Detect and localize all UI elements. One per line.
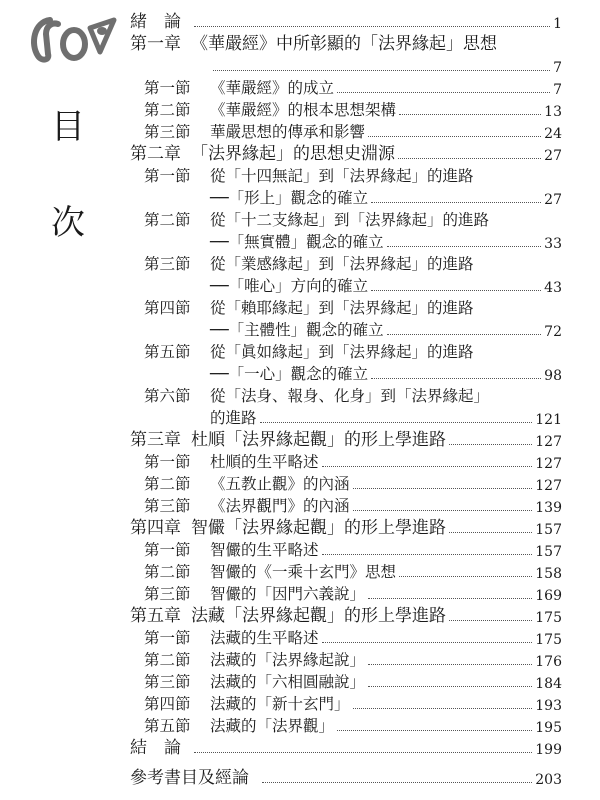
toc-entry-title: 法藏的「六相圓融說」: [210, 673, 366, 691]
toc-dot-leader: [194, 751, 532, 753]
toc-entry-number: 第一章: [130, 34, 181, 54]
toc-entry-chapter: [130, 604, 562, 626]
toc-dot-leader: [371, 289, 541, 291]
toc-entry-number: 第二節: [144, 651, 191, 669]
toc-page-number: 27: [544, 148, 562, 164]
toc-entry-label: [130, 139, 395, 164]
toc-entry-label: [210, 230, 384, 252]
toc-entry-number: 結 論: [130, 738, 181, 758]
toc-entry-number: 第一節: [144, 541, 191, 559]
toc-entry-cont: [130, 54, 562, 76]
toc-entry-number: 第三節: [144, 255, 191, 273]
toc-entry-title: 《華嚴經》中所彰顯的「法界緣起」思想: [191, 34, 497, 54]
toc-entry-number: 第二節: [144, 101, 191, 119]
toc-page-number: 176: [535, 654, 562, 670]
toc-dot-leader: [353, 487, 533, 489]
toc-page-number: 7: [553, 82, 562, 98]
toc-page-number: 33: [544, 236, 562, 252]
toc-entry-chapter: [130, 32, 562, 54]
toc-entry-number: 第一節: [144, 453, 191, 471]
toc-page-number: 121: [535, 412, 562, 428]
toc-entry-label: [210, 274, 368, 296]
toc-entry-section: [130, 252, 562, 274]
toc-entry-cont: [130, 186, 562, 208]
toc-entry-number: 第一節: [144, 629, 191, 647]
toc-entry-number: 第五節: [144, 717, 191, 735]
toc-page-number: 203: [535, 772, 562, 788]
toc-entry-number: 第五節: [144, 343, 191, 361]
toc-entry-number: 第一節: [144, 167, 191, 185]
toc-entry-title: 法藏的生平略述: [210, 629, 319, 647]
toc-dot-leader: [337, 729, 532, 731]
toc-entry-section: [130, 560, 562, 582]
toc-entry-label: [144, 538, 319, 560]
toc-dot-leader: [371, 201, 541, 203]
toc-entry-section: [130, 208, 562, 230]
toc-entry-number: 第六節: [144, 387, 191, 405]
toc-entry-label: [144, 340, 474, 362]
toc-entry-label: [144, 296, 474, 318]
toc-page-number: 7: [553, 60, 562, 76]
toc-entry-label: [210, 362, 368, 384]
toc-entry-section: [130, 648, 562, 670]
toc-entry-number: 第二節: [144, 563, 191, 581]
toc-entry-number: 第三節: [144, 497, 191, 515]
toc-entry-chapter: [130, 428, 562, 450]
toc-heading-char-2: 次: [51, 203, 85, 243]
toc-entry-number: 第二節: [144, 475, 191, 493]
toc-entry-title: 法藏「法界緣起觀」的形上學進路: [191, 606, 446, 626]
toc-entry-cont: [130, 318, 562, 340]
toc-entry-label: [144, 208, 489, 230]
toc-dot-leader: [398, 157, 541, 159]
toc-page-number: 169: [535, 588, 562, 604]
toc-entry-title: 「法界緣起」的思想史淵源: [191, 144, 395, 164]
toc-page-number: 175: [535, 632, 562, 648]
toc-dot-leader: [353, 509, 533, 511]
toc-entry-number: 緒 論: [130, 12, 181, 32]
toc-entry-title: 《五教止觀》的內涵: [210, 475, 350, 493]
toc-entry-title: ──「一心」觀念的確立: [210, 365, 369, 383]
toc-entry-label: [130, 513, 446, 538]
toc-page-number: 127: [535, 478, 562, 494]
toc-entry-section: [130, 384, 562, 406]
toc-entry-label: [144, 98, 396, 120]
toc-entry-title: 從「眞如緣起」到「法界緣起」的進路: [210, 343, 474, 361]
toc-entry-cont: [130, 362, 562, 384]
toc-entry-label: [210, 318, 384, 340]
toc-dot-leader: [322, 553, 533, 555]
toc-entry-number: 第五章: [130, 606, 181, 626]
toc-entry-label: [144, 252, 474, 274]
toc-entry-label: [144, 692, 350, 714]
toc-entry-title: ──「唯心」方向的確立: [210, 277, 369, 295]
toc-entry-title: 智儼的「因門六義說」: [210, 585, 366, 603]
toc-entry-label: [144, 76, 334, 98]
toc-entry-title: ──「無實體」觀念的確立: [210, 233, 384, 251]
toc-page-number: 1: [553, 16, 562, 32]
toc-entry-section: [130, 626, 562, 648]
toc-dot-leader: [368, 135, 541, 137]
toc-page-number: 98: [544, 368, 562, 384]
toc-dot-leader: [213, 69, 550, 71]
toc-entry-chapter: [130, 766, 562, 788]
toc-entry-number: 參考書目及經論: [130, 768, 249, 788]
toc-page-number: 127: [535, 456, 562, 472]
toc-entry-label: [144, 670, 365, 692]
toc-entry-section: [130, 164, 562, 186]
toc-page-number: 24: [544, 126, 562, 142]
toc-dot-leader: [449, 531, 532, 533]
toc-entry-title: 《法界觀門》的內涵: [210, 497, 350, 515]
toc-entry-number: 第四節: [144, 695, 191, 713]
toc-entry-title: 智儼「法界緣起觀」的形上學進路: [191, 518, 446, 538]
toc-entry-label: [130, 601, 446, 626]
toc-dot-leader: [322, 641, 533, 643]
toc-dot-leader: [322, 465, 533, 467]
toc-entry-section: [130, 538, 562, 560]
toc-page-number: 72: [544, 324, 562, 340]
toc-list: [130, 10, 562, 788]
toc-entry-label: [144, 384, 489, 406]
toc-entry-label: [210, 186, 368, 208]
toc-entry-label: [130, 29, 497, 54]
toc-heading: [48, 107, 88, 302]
toc-entry-title: 從「十二支緣起」到「法界緣起」的進路: [210, 211, 490, 229]
toc-entry-label: [144, 560, 396, 582]
toc-entry-title: ──「主體性」觀念的確立: [210, 321, 384, 339]
toc-entry-title: ──「形上」觀念的確立: [210, 189, 369, 207]
toc-page-number: 195: [535, 720, 562, 736]
toc-dot-leader: [353, 707, 533, 709]
toc-dot-leader: [449, 619, 532, 621]
toc-heading-char-1: 目: [51, 107, 85, 147]
toc-entry-title: 智儼的《一乘十玄門》思想: [210, 563, 397, 581]
toc-entry-chapter: [130, 736, 562, 758]
toc-dot-leader: [449, 443, 532, 445]
toc-entry-title: 智儼的生平略述: [210, 541, 319, 559]
toc-entry-number: 第三節: [144, 673, 191, 691]
toc-entry-section: [130, 670, 562, 692]
toc-entry-number: 第四節: [144, 299, 191, 317]
toc-dot-leader: [368, 685, 532, 687]
toc-dot-leader: [371, 377, 541, 379]
toc-entry-title: 法藏的「新十玄門」: [210, 695, 350, 713]
toc-entry-section: [130, 714, 562, 736]
toc-entry-title: 從「法身、報身、化身」到「法界緣起」: [210, 387, 490, 405]
toc-entry-section: [130, 98, 562, 120]
toc-entry-number: 第三節: [144, 123, 191, 141]
toc-entry-title: 《華嚴經》的根本思想架構: [210, 101, 397, 119]
toc-entry-title: 法藏的「法界緣起說」: [210, 651, 366, 669]
toc-dot-leader: [337, 91, 550, 93]
toc-entry-label: [144, 164, 474, 186]
toc-dot-leader: [387, 333, 542, 335]
toc-entry-title: 從「賴耶緣起」到「法界緣起」的進路: [210, 299, 474, 317]
toc-entry-title: 杜順「法界緣起觀」的形上學進路: [191, 430, 446, 450]
toc-entry-title: 《華嚴經》的成立: [210, 79, 335, 97]
toc-page-number: 13: [544, 104, 562, 120]
toc-entry-title: 法藏的「法界觀」: [210, 717, 335, 735]
toc-entry-label: [144, 472, 350, 494]
toc-entry-number: 第三節: [144, 585, 191, 603]
toc-entry-cont: [130, 230, 562, 252]
publisher-logo-icon: [28, 14, 118, 66]
toc-entry-title: 杜順的生平略述: [210, 453, 319, 471]
toc-entry-cont: [130, 274, 562, 296]
toc-dot-leader: [399, 575, 532, 577]
toc-entry-section: [130, 296, 562, 318]
toc-page-number: 27: [544, 192, 562, 208]
toc-entry-title: 從「十四無記」到「法界緣起」的進路: [210, 167, 474, 185]
toc-entry-section: [130, 472, 562, 494]
toc-entry-section: [130, 340, 562, 362]
toc-page-number: 158: [535, 566, 562, 582]
toc-entry-section: [130, 76, 562, 98]
toc-dot-leader: [399, 113, 541, 115]
toc-dot-leader: [387, 245, 542, 247]
toc-dot-leader: [368, 597, 532, 599]
toc-dot-leader: [194, 25, 550, 27]
toc-entry-title: 的進路: [210, 409, 257, 427]
toc-entry-chapter: [130, 516, 562, 538]
toc-dot-leader: [368, 663, 532, 665]
toc-entry-section: [130, 692, 562, 714]
toc-entry-label: [144, 648, 365, 670]
toc-entry-number: 第四章: [130, 518, 181, 538]
toc-entry-label: [130, 763, 259, 788]
toc-entry-label: [144, 626, 319, 648]
toc-entry-number: 第二節: [144, 211, 191, 229]
toc-page-number: 157: [535, 544, 562, 560]
toc-entry-chapter: [130, 142, 562, 164]
toc-page-number: 127: [535, 434, 562, 450]
toc-entry-number: 第三章: [130, 430, 181, 450]
toc-page-number: 175: [535, 610, 562, 626]
toc-entry-label: [144, 450, 319, 472]
toc-page-number: 157: [535, 522, 562, 538]
toc-entry-title: 從「業感緣起」到「法界緣起」的進路: [210, 255, 474, 273]
toc-page-number: 193: [535, 698, 562, 714]
toc-entry-section: [130, 450, 562, 472]
toc-entry-label: [130, 425, 446, 450]
toc-entry-number: 第二章: [130, 144, 181, 164]
toc-page-number: 139: [535, 500, 562, 516]
toc-page-number: 43: [544, 280, 562, 296]
toc-page-number: 199: [535, 742, 562, 758]
toc-entry-label: [130, 733, 191, 758]
toc-entry-number: 第一節: [144, 79, 191, 97]
toc-dot-leader: [260, 421, 533, 423]
toc-entry-title: 華嚴思想的傳承和影響: [210, 123, 366, 141]
toc-page-number: 184: [535, 676, 562, 692]
toc-dot-leader: [262, 781, 532, 783]
